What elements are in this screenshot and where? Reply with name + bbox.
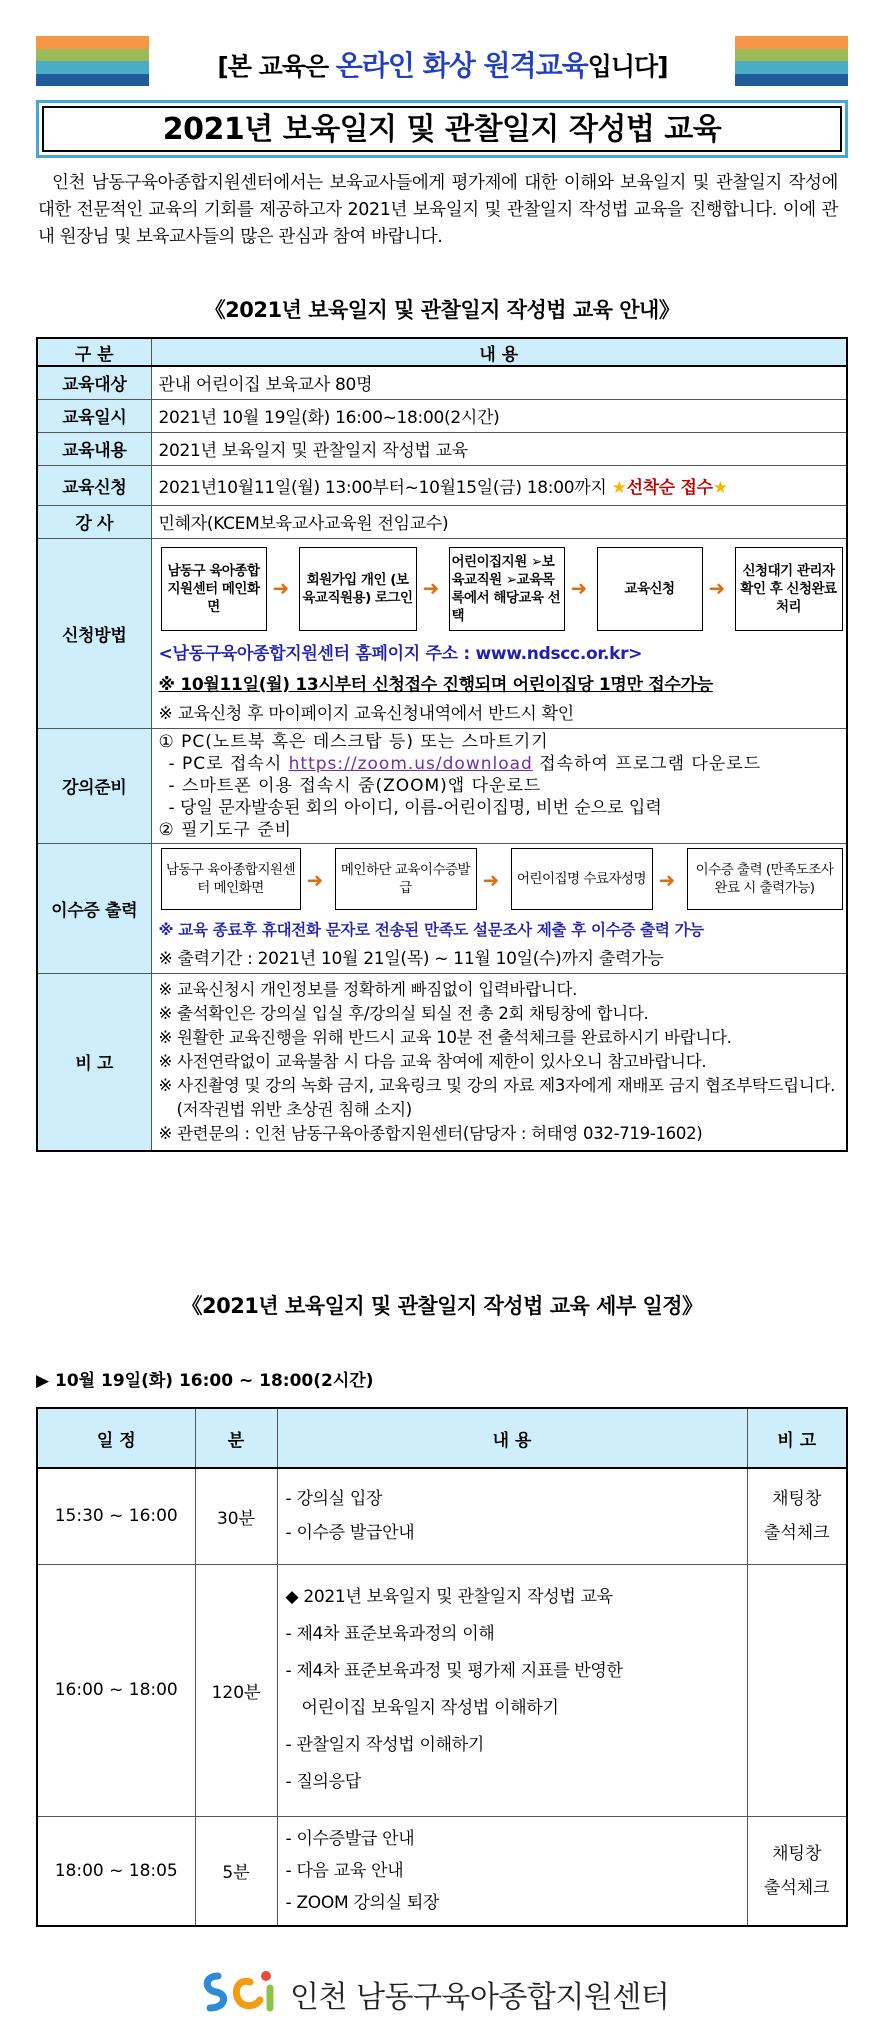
table-row: [37, 1816, 847, 1926]
row-min: 120분: [195, 1564, 277, 1816]
arrow-right-icon: ➜: [306, 867, 323, 892]
apply-check: ※ 교육신청 후 마이페이지 교육신청내역에서 반드시 확인: [158, 703, 574, 724]
arrow-right-icon: ➜: [570, 575, 587, 600]
remark-item: ※ 출석확인은 강의실 입실 후/강의실 퇴실 전 총 2회 채팅창에 합니다.: [158, 1003, 649, 1023]
label-target: 교육대상: [37, 366, 151, 399]
row-min: 5분: [195, 1816, 277, 1926]
flow-step-5: 신청대기 관리자 확인 후 신청완료처리: [735, 547, 843, 631]
header-category: 구 분: [37, 338, 151, 366]
value-target: 관내 어린이집 보육교사 80명: [151, 366, 847, 399]
label-lecturer: 강 사: [37, 505, 151, 538]
cert-step-4: 이수증 출력 (만족도조사 완료 시 출력가능): [687, 848, 843, 910]
flow-step-4: 교육신청: [597, 547, 703, 631]
arrow-right-icon: ➜: [422, 575, 439, 600]
flow-step-2: 회원가입 개인 (보육교직원용) 로그인: [299, 547, 417, 631]
row-time: 16:00 ~ 18:00: [37, 1564, 195, 1816]
label-apply: 교육신청: [37, 465, 151, 505]
cert-period: ※ 출력기간 : 2021년 10월 21일(목) ~ 11월 10일(수)까지 출력가능: [158, 948, 664, 969]
row-min: 30분: [195, 1468, 277, 1564]
row-note: [747, 1564, 847, 1816]
arrow-right-icon: ➜: [708, 575, 725, 600]
value-prep: ① PC(노트북 혹은 데스크탑 등) 또는 스마트기기 - PC로 접속시 https://zoom.us/download 접속하여 프로그램 다운로드 - 스마트폰 이용 접속시 줌(ZOOM)앱 다운로드 - 당일 문자발송된 회의 아이디, 이름-어린이집명, 비번 순으로 입력 ② 필기도구 준비: [151, 728, 847, 843]
cert-step-3: 어린이집명 수료자성명: [511, 848, 653, 910]
row-time: 15:30 ~ 16:00: [37, 1468, 195, 1564]
page-title-box: [36, 100, 848, 158]
flow-step-1: 남동구 육아종합 지원센터 메인화면: [161, 547, 267, 631]
section-title-schedule: 《2021년 보육일지 및 관찰일지 작성법 교육 세부 일정》: [181, 1294, 703, 1318]
schedule-table: [36, 1407, 848, 1927]
apply-flow: [159, 541, 843, 633]
schedule-date: ▶ 10월 19일(화) 16:00 ~ 18:00(2시간): [36, 1371, 374, 1391]
header-time: 일 정: [37, 1408, 195, 1468]
row-time: 18:00 ~ 18:05: [37, 1816, 195, 1926]
value-cert: [151, 843, 847, 973]
flow-step-3: 어린이집지원 ➢보육교직원 ➢교육목록에서 해당교육 선택: [449, 547, 565, 631]
value-datetime: 2021년 10월 19일(화) 16:00~18:00(2시간): [151, 399, 847, 432]
label-remarks: 비 고: [37, 973, 151, 1151]
value-remarks: [151, 973, 847, 1151]
cert-step-1: 남동구 육아종합지원센터 메인화면: [161, 848, 301, 910]
remark-item: ※ 교육신청시 개인정보를 정확하게 빠짐없이 입력바랍니다.: [158, 979, 578, 999]
label-content: 교육내용: [37, 432, 151, 465]
star-icon: ★: [712, 477, 728, 498]
org-name: 인천 남동구육아종합지원센터: [290, 1980, 670, 2015]
center-logo-icon: [196, 1966, 282, 2014]
value-lecturer: 민혜자(KCEM보육교사교육원 전임교수): [151, 505, 847, 538]
cert-notice: ※ 교육 종료후 휴대전화 문자로 전송된 만족도 설문조사 제출 후 이수증 출력 가능: [158, 920, 704, 939]
row-note: 채팅창 출석체크: [747, 1816, 847, 1926]
cert-flow: [159, 846, 843, 912]
header-note: 비 고: [747, 1408, 847, 1468]
homepage-url: <남동구육아종합지원센터 홈페이지 주소 : www.ndscc.or.kr>: [158, 643, 643, 664]
remark-item: ※ 관련문의 : 인천 남동구육아종합지원센터(담당자 : 허태영 032-719-1602): [158, 1123, 703, 1143]
row-detail: ◆ 2021년 보육일지 및 관찰일지 작성법 교육 - 제4차 표준보육과정의 이해 - 제4차 표준보육과정 및 평가제 지표를 반영한 어린이집 보육일지 작성법 이해하기 - 관찰일지 작성법 이해하기 - 질의응답: [277, 1564, 747, 1816]
remark-item: ※ 사전연락없이 교육불참 시 다음 교육 참여에 제한이 있사오니 참고바랍니다.: [158, 1051, 707, 1071]
cert-step-2: 메인하단 교육이수증발급: [335, 848, 477, 910]
arrow-right-icon: ➜: [658, 867, 675, 892]
decor-stripes-right: [735, 36, 848, 86]
online-notice-banner: [본 교육은 온라인 화상 원격교육입니다]: [217, 49, 668, 82]
label-prep: 강의준비: [37, 728, 151, 843]
zoom-download-link[interactable]: https://zoom.us/download: [288, 753, 533, 774]
header-content: 내 용: [151, 338, 847, 366]
header-detail: 내 용: [277, 1408, 747, 1468]
row-note: 채팅창 출석체크: [747, 1468, 847, 1564]
label-method: 신청방법: [37, 538, 151, 728]
guide-table: [36, 337, 848, 1152]
star-icon: ★: [611, 477, 627, 498]
value-content: 2021년 보육일지 및 관찰일지 작성법 교육: [151, 432, 847, 465]
remark-item: ※ 원활한 교육진행을 위해 반드시 교육 10분 전 출석체크를 완료하시기 바랍니다.: [158, 1027, 732, 1047]
value-method: [151, 538, 847, 728]
table-row: [37, 1564, 847, 1816]
label-cert: 이수증 출력: [37, 843, 151, 973]
table-row: [37, 1468, 847, 1564]
section-title-guide: 《2021년 보육일지 및 관찰일지 작성법 교육 안내》: [204, 298, 680, 322]
apply-notice: ※ 10월11일(월) 13시부터 신청접수 진행되며 어린이집당 1명만 접수가능: [158, 674, 713, 695]
decor-stripes-left: [36, 36, 149, 86]
page-title: 2021년 보육일지 및 관찰일지 작성법 교육: [42, 106, 842, 152]
arrow-right-icon: ➜: [482, 867, 499, 892]
row-detail: - 이수증발급 안내 - 다음 교육 안내 - ZOOM 강의실 퇴장: [277, 1816, 747, 1926]
header-min: 분: [195, 1408, 277, 1468]
value-apply: 2021년10월11일(월) 13:00부터~10월15일(금) 18:00까지 ★선착순 접수★: [151, 465, 847, 505]
intro-paragraph: 인천 남동구육아종합지원센터에서는 보육교사들에게 평가제에 대한 이해와 보육일지 및 관찰일지 작성에 대한 전문적인 교육의 기회를 제공하고자 2021년 보육일지 및 관찰일지 작성법 교육을 진행합니다. 이에 관내 원장님 및 보육교사들의 많은 관심과 참여 바랍니다.: [38, 173, 838, 247]
remark-item: ※ 사진촬영 및 강의 녹화 금지, 교육링크 및 강의 자료 제3자에게 재배포 금지 협조부탁드립니다.(저작권법 위반 초상권 침해 소지): [158, 1075, 836, 1119]
arrow-right-icon: ➜: [272, 575, 289, 600]
label-datetime: 교육일시: [37, 399, 151, 432]
row-detail: - 강의실 입장 - 이수증 발급안내: [277, 1468, 747, 1564]
